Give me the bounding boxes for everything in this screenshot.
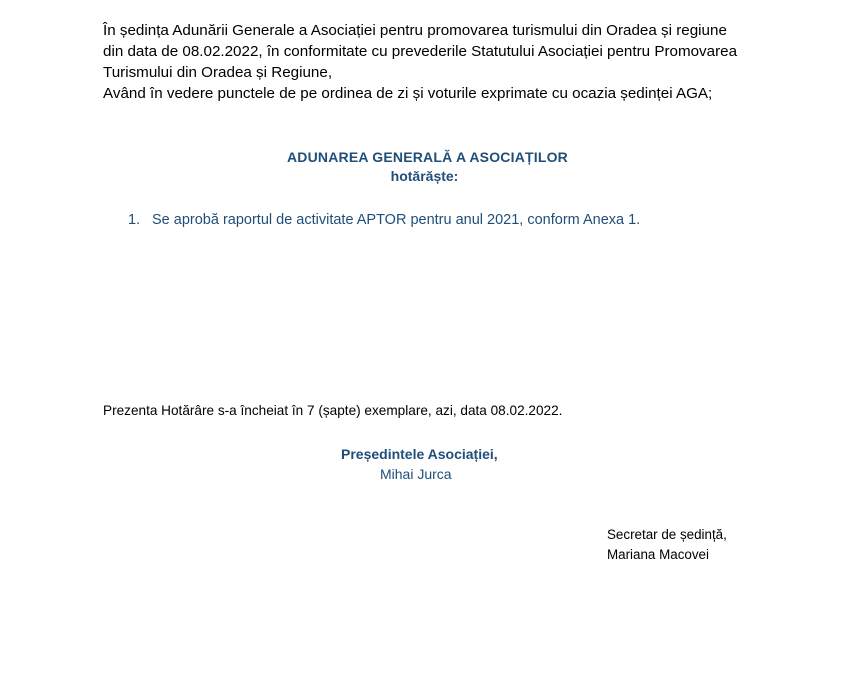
decision-text: Se aprobă raportul de activitate APTOR pentru anul 2021, conform Anexa 1. xyxy=(152,212,641,228)
intro-line: Având în vedere punctele de pe ordinea de zi și voturile exprimate cu ocazia ședinței AGA; xyxy=(103,85,713,102)
intro-line: din data de 08.02.2022, în conformitate cu prevederile Statutului Asociației pentru Promovarea xyxy=(103,43,738,60)
intro-line: În ședința Adunării Generale a Asociației pentru promovarea turismului din Oradea și regiune xyxy=(103,22,727,39)
decision-item xyxy=(128,212,640,228)
intro-paragraph xyxy=(103,20,753,104)
secretary-title: Secretar de ședință, xyxy=(607,527,727,542)
assembly-heading xyxy=(0,149,849,165)
intro-line: Turismului din Oradea și Regiune, xyxy=(103,64,333,81)
decision-number: 1. xyxy=(128,212,141,228)
closing-statement: Prezenta Hotărâre s-a încheiat în 7 (șapte) exemplare, azi, data 08.02.2022. xyxy=(103,403,563,418)
secretary-name: Mariana Macovei xyxy=(607,547,709,562)
decision-list xyxy=(128,212,640,228)
decides-heading: hotărăște: xyxy=(390,168,459,184)
president-title: Președintele Asociației, xyxy=(341,446,498,462)
president-name: Mihai Jurca xyxy=(380,466,452,482)
assembly-heading-text: ADUNAREA GENERALĂ A ASOCIAȚILOR xyxy=(286,149,568,165)
